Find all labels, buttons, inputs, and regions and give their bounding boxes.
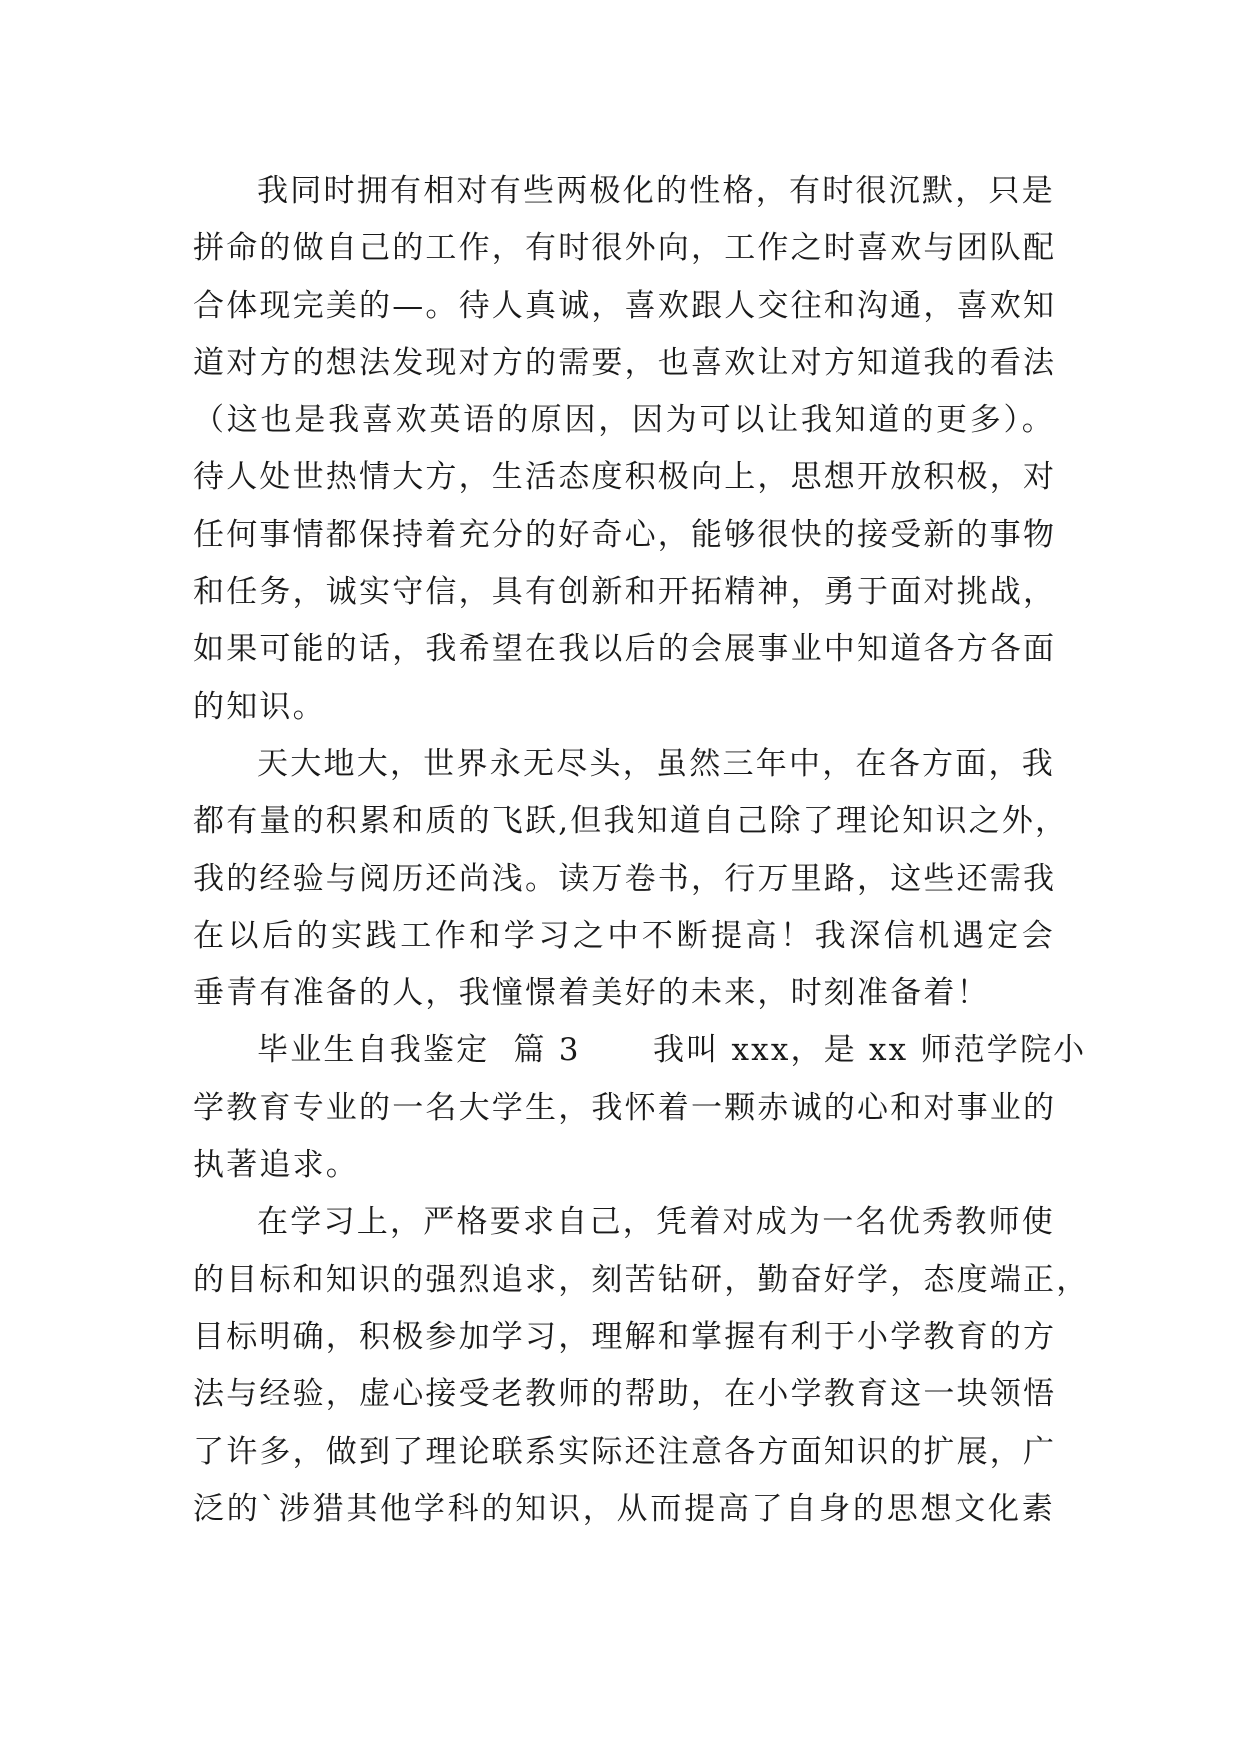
text-line: 学教育专业的一名大学生，我怀着一颗赤诚的心和对事业的 [193,1089,1057,1126]
text-line: 在以后的实践工作和学习之中不断提高！我深信机遇定会 [193,917,1055,954]
text-line: 泛的`涉猎其他学科的知识，从而提高了自身的思想文化素 [193,1490,1055,1527]
paragraph-aspiration [193,736,1069,1022]
text-line: 执著追求。 [193,1147,359,1184]
paragraph-personality [193,163,1055,736]
text-line: 如果可能的话，我希望在我以后的会展事业中知道各方各面 [193,631,1057,668]
text-line: 在学习上，严格要求自己，凭着对成为一名优秀教师使 [257,1204,1055,1241]
paragraph-section-3-intro [193,1022,1087,1194]
text-line: 目标明确，积极参加学习，理解和掌握有利于小学教育的方 [193,1318,1057,1355]
text-line: 垂青有准备的人，我憧憬着美好的未来，时刻准备着！ [193,975,990,1012]
text-line: 任何事情都保持着充分的好奇心，能够很快的接受新的事物 [193,516,1057,553]
text-line: 和任务，诚实守信，具有创新和开拓精神，勇于面对挑战， [193,574,1057,611]
text-line: 天大地大，世界永无尽头，虽然三年中，在各方面，我 [257,745,1055,782]
text-line: 了许多，做到了理论联系实际还注意各方面知识的扩展，广 [193,1433,1057,1470]
text-line: 我的经验与阅历还尚浅。读万卷书，行万里路，这些还需我 [193,860,1057,897]
paragraph-study [193,1194,1090,1538]
text-line: 合体现完美的—。待人真诚，喜欢跟人交往和沟通，喜欢知 [193,287,1057,324]
text-line: 的知识。 [193,688,326,725]
text-line: 法与经验，虚心接受老教师的帮助，在小学教育这一块领悟 [193,1376,1057,1413]
text-line: 我同时拥有相对有些两极化的性格，有时很沉默，只是 [257,173,1055,209]
document-body [193,163,1090,1538]
text-line: 的目标和知识的强烈追求，刻苦钻研，勤奋好学，态度端正， [193,1261,1090,1298]
text-line: 道对方的想法发现对方的需要，也喜欢让对方知道我的看法 [193,344,1057,381]
text-line: （这也是我喜欢英语的原因，因为可以让我知道的更多）。 [193,402,1055,439]
section-heading-line: 毕业生自我鉴定 篇 3 我叫 xxx，是 xx 师范学院小 [257,1032,1087,1069]
text-line: 待人处世热情大方，生活态度积极向上，思想开放积极，对 [193,459,1057,496]
text-line: 都有量的积累和质的飞跃,但我知道自己除了理论知识之外， [193,803,1069,840]
text-line: 拼命的做自己的工作，有时很外向，工作之时喜欢与团队配 [193,230,1057,267]
